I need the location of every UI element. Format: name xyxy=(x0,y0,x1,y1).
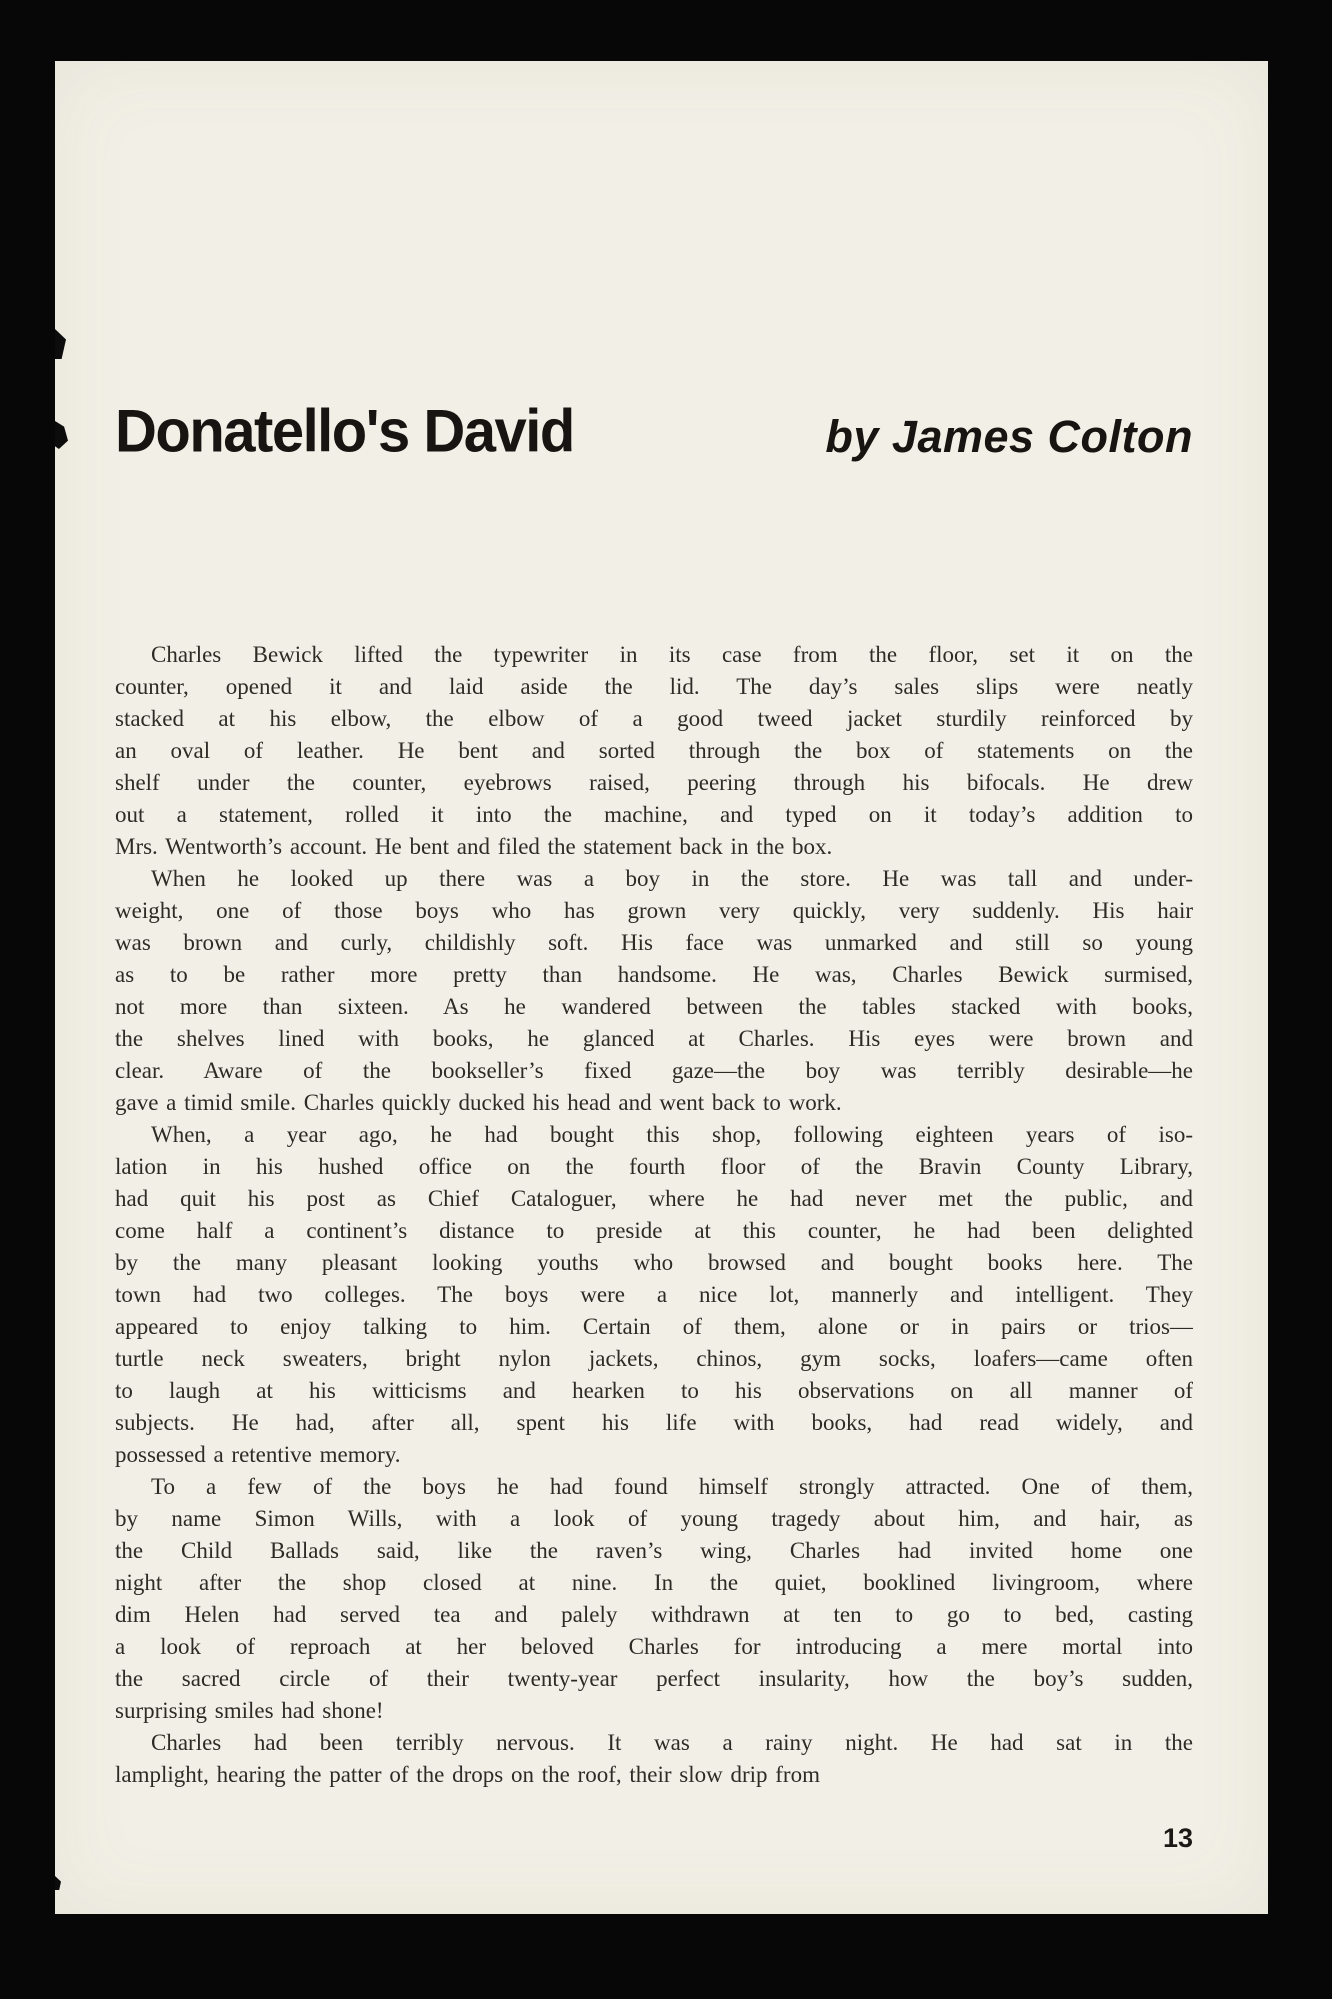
text-line: shelf under the counter, eyebrows raised, peering through his bifocals. He drew xyxy=(115,770,1193,795)
page-scan xyxy=(55,61,1268,1914)
text-line: by name Simon Wills, with a look of young tragedy about him, and hair, as xyxy=(115,1506,1193,1531)
text-line: out a statement, rolled it into the machine, and typed on it today’s addition to xyxy=(115,802,1193,827)
paragraph xyxy=(115,1471,1193,1727)
text-line: When he looked up there was a boy in the store. He was tall and under- xyxy=(151,866,1193,891)
text-line: gave a timid smile. Charles quickly ducked his head and went back to work. xyxy=(115,1090,842,1115)
paragraph xyxy=(115,1727,1193,1791)
text-line: had quit his post as Chief Cataloguer, where he had never met the public, and xyxy=(115,1186,1193,1211)
body-text xyxy=(115,639,1193,1791)
text-line: to laugh at his witticisms and hearken to his observations on all manner of xyxy=(115,1378,1193,1403)
text-line: was brown and curly, childishly soft. His face was unmarked and still so young xyxy=(115,930,1193,955)
text-line: When, a year ago, he had bought this shop, following eighteen years of iso- xyxy=(151,1122,1193,1147)
text-line: turtle neck sweaters, bright nylon jackets, chinos, gym socks, loafers—came often xyxy=(115,1346,1193,1371)
scan-artifact-icon xyxy=(55,1876,61,1890)
text-line: counter, opened it and laid aside the lid. The day’s sales slips were neatly xyxy=(115,674,1193,699)
text-line: stacked at his elbow, the elbow of a good tweed jacket sturdily reinforced by xyxy=(115,706,1193,731)
text-line: Charles Bewick lifted the typewriter in its case from the floor, set it on the xyxy=(151,642,1193,667)
text-line: clear. Aware of the bookseller’s fixed gaze—the boy was terribly desirable—he xyxy=(115,1058,1193,1083)
scan-artifact-icon xyxy=(55,421,68,449)
text-line: night after the shop closed at nine. In the quiet, booklined livingroom, where xyxy=(115,1570,1193,1595)
text-line: possessed a retentive memory. xyxy=(115,1442,401,1467)
text-line: a look of reproach at her beloved Charles for introducing a mere mortal into xyxy=(115,1634,1193,1659)
text-line: Charles had been terribly nervous. It was a rainy night. He had sat in the xyxy=(151,1730,1193,1755)
text-line: lamplight, hearing the patter of the drops on the roof, their slow drip from xyxy=(115,1762,820,1787)
text-line: subjects. He had, after all, spent his life with books, had read widely, and xyxy=(115,1410,1193,1435)
text-line: the sacred circle of their twenty-year perfect insularity, how the boy’s sudden, xyxy=(115,1666,1193,1691)
scan-artifact-icon xyxy=(55,329,66,359)
paragraph xyxy=(115,863,1193,1119)
text-line: by the many pleasant looking youths who browsed and bought books here. The xyxy=(115,1250,1193,1275)
article-byline: by James Colton xyxy=(825,411,1193,462)
text-line: lation in his hushed office on the fourth floor of the Bravin County Library, xyxy=(115,1154,1193,1179)
paragraph xyxy=(115,1119,1193,1471)
paragraph xyxy=(115,639,1193,863)
article-title: Donatello's David xyxy=(115,397,574,465)
text-line: the shelves lined with books, he glanced at Charles. His eyes were brown and xyxy=(115,1026,1193,1051)
text-line: not more than sixteen. As he wandered between the tables stacked with books, xyxy=(115,994,1193,1019)
text-line: come half a continent’s distance to preside at this counter, he had been delighted xyxy=(115,1218,1193,1243)
text-line: town had two colleges. The boys were a nice lot, mannerly and intelligent. They xyxy=(115,1282,1193,1307)
text-line: dim Helen had served tea and palely withdrawn at ten to go to bed, casting xyxy=(115,1602,1193,1627)
text-line: the Child Ballads said, like the raven’s wing, Charles had invited home one xyxy=(115,1538,1193,1563)
text-line: weight, one of those boys who has grown very quickly, very suddenly. His hair xyxy=(115,898,1193,923)
text-line: an oval of leather. He bent and sorted through the box of statements on the xyxy=(115,738,1193,763)
text-line: as to be rather more pretty than handsome. He was, Charles Bewick surmised, xyxy=(115,962,1193,987)
text-line: surprising smiles had shone! xyxy=(115,1698,384,1723)
text-line: To a few of the boys he had found himself strongly attracted. One of them, xyxy=(151,1474,1193,1499)
text-line: Mrs. Wentworth’s account. He bent and filed the statement back in the box. xyxy=(115,834,833,859)
page-number: 13 xyxy=(1162,1823,1193,1853)
article-header xyxy=(115,399,1193,466)
text-line: appeared to enjoy talking to him. Certain of them, alone or in pairs or trios— xyxy=(115,1314,1193,1339)
